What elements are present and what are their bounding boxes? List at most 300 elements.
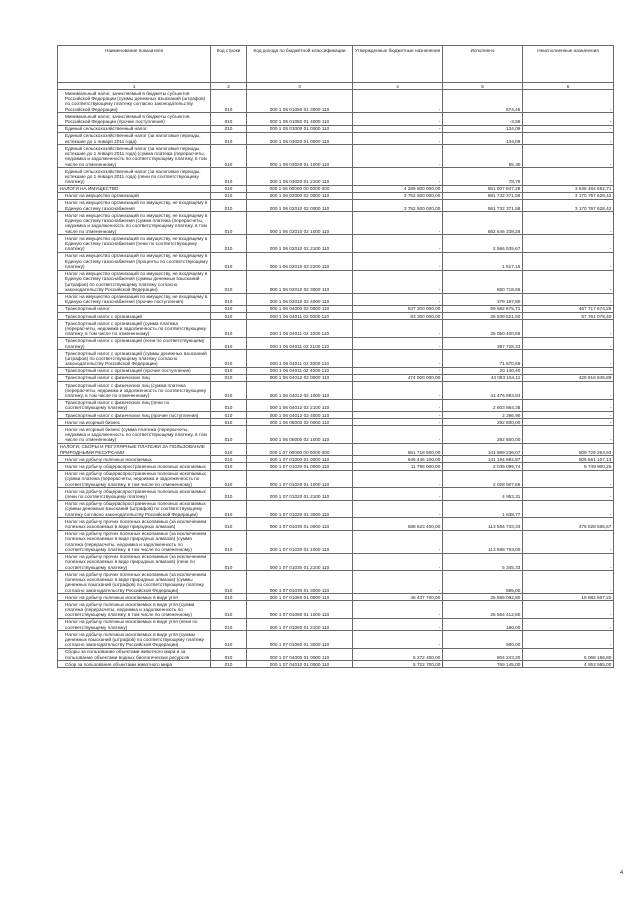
table-row xyxy=(58,601,614,619)
row-name: Транспортный налог xyxy=(58,306,211,313)
row-code: 010 xyxy=(211,426,247,444)
row-left: - xyxy=(523,337,614,349)
row-done: 20 140,40 xyxy=(443,367,523,374)
row-approved: - xyxy=(353,488,443,500)
table-row xyxy=(58,530,614,553)
row-done: 41 476 993,83 xyxy=(443,382,523,400)
row-left: - xyxy=(523,530,614,553)
row-code: 010 xyxy=(211,571,247,594)
row-done: 674,45 xyxy=(443,90,523,113)
row-left: 57 761 078,40 xyxy=(523,313,614,320)
row-approved: 5 272 400,00 xyxy=(353,649,443,661)
row-kbk: 000 1 07 01030 01 1000 110 xyxy=(247,530,353,553)
row-done: 141 184 992,87 xyxy=(443,456,523,463)
row-code: 010 xyxy=(211,500,247,518)
table-row xyxy=(58,470,614,488)
row-name: Транспортный налог с физических лиц xyxy=(58,375,211,382)
row-code: 010 xyxy=(211,235,247,253)
row-approved: - xyxy=(353,293,443,305)
table-row xyxy=(58,320,614,338)
row-code: 010 xyxy=(211,212,247,235)
row-approved: - xyxy=(353,553,443,571)
row-name: НАЛОГИ, СБОРЫ И РЕГУЛЯРНЫЕ ПЛАТЕЖИ ЗА ПОЛЬЗОВАНИЕ ПРИРОДНЫМИ РЕСУРСАМИ xyxy=(58,444,211,456)
row-kbk: 000 1 06 02000 02 0000 110 xyxy=(247,192,353,199)
row-approved: - xyxy=(353,320,443,338)
row-done: 651 007 847,28 xyxy=(443,185,523,192)
table-row xyxy=(58,185,614,192)
row-approved: 5 722 700,00 xyxy=(353,661,443,668)
row-kbk: 000 1 07 01020 01 1000 110 xyxy=(247,470,353,488)
row-left: 429 916 845,89 xyxy=(523,375,614,382)
table-row xyxy=(58,419,614,426)
row-code: 010 xyxy=(211,470,247,488)
row-left: - xyxy=(523,488,614,500)
table-row xyxy=(58,649,614,661)
row-left: - xyxy=(523,212,614,235)
row-kbk: 000 1 05 03020 01 1000 110 xyxy=(247,145,353,168)
row-kbk: 000 1 06 02010 02 2100 110 xyxy=(247,235,353,253)
row-left: - xyxy=(523,367,614,374)
row-approved: - xyxy=(353,350,443,368)
row-approved: 474 000 000,00 xyxy=(353,375,443,382)
row-approved: 45 437 700,00 xyxy=(353,594,443,601)
table-row xyxy=(58,500,614,518)
row-name: Транспортный налог с физических лиц (прочие поступления) xyxy=(58,412,211,419)
row-name: Налог на имущество организаций по имуществу, не входящему в Единую систему газоснабжения (пени по соответствующему платежу) xyxy=(58,235,211,253)
row-code: 010 xyxy=(211,350,247,368)
row-name: Налог на добычу общераспространенных полезных ископаемых (сумма платежа (перерасчеты, недоимка и задолженность по соответствующему платежу, в том числе по отмененному) xyxy=(58,470,211,488)
row-name: Единый сельскохозяйственный налог (за налоговые периоды, истекшие до 1 января 2011 года) (сумма платежа (перерасчеты, недоимка и задолженность по соответствующему платежу, в том числе по отмененному) xyxy=(58,145,211,168)
row-kbk: 000 1 06 02010 02 2200 110 xyxy=(247,253,353,271)
row-left: - xyxy=(523,412,614,419)
row-left: 3 638 484 652,71 xyxy=(523,185,614,192)
table-row xyxy=(58,350,614,368)
row-code: 010 xyxy=(211,145,247,168)
column-header-code: Код строки xyxy=(211,46,247,83)
row-done: 5 345,33 xyxy=(443,553,523,571)
table-row xyxy=(58,399,614,411)
row-kbk: 000 1 06 04012 02 1000 110 xyxy=(247,382,353,400)
row-name: Транспортный налог с организаций (суммы денежных взысканий (штрафов) по соответствующему платежу согласно законодательству Российской Федерации) xyxy=(58,350,211,368)
row-approved: - xyxy=(353,235,443,253)
row-done: 379 197,80 xyxy=(443,293,523,305)
row-left: - xyxy=(523,399,614,411)
table-row xyxy=(58,192,614,199)
table-header xyxy=(58,46,614,90)
row-code: 010 xyxy=(211,618,247,630)
row-approved: - xyxy=(353,113,443,125)
row-name: Налог на добычу полезных ископаемых xyxy=(58,456,211,463)
row-done: 55,30 xyxy=(443,145,523,168)
column-header-left: Неисполненные назначения xyxy=(523,46,614,83)
row-code: 010 xyxy=(211,412,247,419)
row-left: - xyxy=(523,500,614,518)
row-left: - xyxy=(523,320,614,338)
column-number: 3 xyxy=(247,83,353,90)
row-kbk: 000 1 06 04000 02 0000 110 xyxy=(247,306,353,313)
row-done: 78,79 xyxy=(443,168,523,186)
column-number: 4 xyxy=(353,83,443,90)
table-row xyxy=(58,270,614,293)
row-left: 5 068 156,80 xyxy=(523,649,614,661)
row-done: 1 517,15 xyxy=(443,253,523,271)
row-kbk: 000 1 06 05000 02 0000 110 xyxy=(247,419,353,426)
row-kbk: 000 1 06 04012 02 2100 110 xyxy=(247,399,353,411)
table-row xyxy=(58,313,614,320)
row-code: 010 xyxy=(211,313,247,320)
row-kbk: 000 1 07 01060 01 3000 110 xyxy=(247,631,353,649)
row-done: 25 555 092,80 xyxy=(443,594,523,601)
row-approved: - xyxy=(353,132,443,144)
table-row xyxy=(58,382,614,400)
row-done: 2 603 864,38 xyxy=(443,399,523,411)
row-approved: 651 718 500,00 xyxy=(353,444,443,456)
row-code: 010 xyxy=(211,530,247,553)
row-done: 769 145,00 xyxy=(443,661,523,668)
row-kbk: 000 1 06 02010 02 0000 110 xyxy=(247,200,353,212)
row-kbk: 000 1 07 01060 01 2100 110 xyxy=(247,618,353,630)
row-left: - xyxy=(523,253,614,271)
row-approved: - xyxy=(353,500,443,518)
table-row xyxy=(58,132,614,144)
row-code: 010 xyxy=(211,125,247,132)
column-number: 6 xyxy=(523,83,614,90)
row-name: Налог на имущество организаций по имуществу, не входящему в Единую систему газоснабжения (суммы денежных взысканий (штрафов) по соответствующему платежу согласно законодательству Российской Федерации) xyxy=(58,270,211,293)
row-name: Налог на имущество организаций по имуществу, не входящему в Единую систему газоснабжения (прочие поступления) xyxy=(58,293,211,305)
row-done: 113 594 733,33 xyxy=(443,518,523,530)
table-row xyxy=(58,375,614,382)
row-approved: - xyxy=(353,601,443,619)
row-left: 467 717 674,29 xyxy=(523,306,614,313)
row-left: - xyxy=(523,293,614,305)
row-approved: - xyxy=(353,419,443,426)
row-left: - xyxy=(523,382,614,400)
row-kbk: 000 1 07 01030 01 2100 110 xyxy=(247,553,353,571)
row-done: 113 588 793,00 xyxy=(443,530,523,553)
row-done: 650 718,65 xyxy=(443,270,523,293)
row-code: 010 xyxy=(211,367,247,374)
row-left: - xyxy=(523,125,614,132)
row-kbk: 000 1 05 03020 01 2100 110 xyxy=(247,168,353,186)
row-kbk: 000 1 06 02010 02 3000 110 xyxy=(247,270,353,293)
row-approved: 83 300 000,00 xyxy=(353,313,443,320)
row-left: - xyxy=(523,350,614,368)
row-left: 475 028 666,67 xyxy=(523,518,614,530)
row-kbk: 000 1 05 03020 01 0000 110 xyxy=(247,132,353,144)
row-name: Сбор за пользование объектами животного мира xyxy=(58,661,211,668)
row-kbk: 000 1 07 01020 01 3000 110 xyxy=(247,500,353,518)
row-name: Сборы за пользование объектами животного мира и за пользование объектами водных биологических ресурсов xyxy=(58,649,211,661)
row-approved: - xyxy=(353,253,443,271)
row-name: НАЛОГИ НА ИМУЩЕСТВО xyxy=(58,185,211,192)
row-left: - xyxy=(523,419,614,426)
row-done: 595,00 xyxy=(443,571,523,594)
row-code: 010 xyxy=(211,463,247,470)
row-kbk: 000 1 07 04000 01 0000 110 xyxy=(247,649,353,661)
row-approved: - xyxy=(353,399,443,411)
row-code: 010 xyxy=(211,518,247,530)
row-code: 010 xyxy=(211,444,247,456)
row-kbk: 000 1 07 01020 01 0000 110 xyxy=(247,463,353,470)
row-kbk: 000 1 06 05000 02 1000 110 xyxy=(247,426,353,444)
row-done: 2 566 539,67 xyxy=(443,235,523,253)
table-row xyxy=(58,618,614,630)
row-code: 010 xyxy=(211,601,247,619)
row-done: 71 570,69 xyxy=(443,350,523,368)
row-kbk: 000 1 07 01030 01 3000 110 xyxy=(247,571,353,594)
row-approved: 11 785 000,00 xyxy=(353,463,443,470)
row-name: Налог на добычу полезных ископаемых в виде угля (суммы денежных взысканий (штрафов) по соответствующему платежу согласно законодательству Российской Федерации) xyxy=(58,631,211,649)
row-name: Транспортный налог с организаций (сумма платежа (перерасчеты, недоимка и задолженность по соответствующему платежу, в том числе по отмененному) xyxy=(58,320,211,338)
row-code: 010 xyxy=(211,113,247,125)
row-code: 010 xyxy=(211,200,247,212)
table-row xyxy=(58,337,614,349)
table-row xyxy=(58,456,614,463)
row-done: 25 539 521,60 xyxy=(443,313,523,320)
row-kbk: 000 1 06 02010 02 4000 110 xyxy=(247,293,353,305)
row-done: 804 243,20 xyxy=(443,649,523,661)
row-left: - xyxy=(523,618,614,630)
row-name: Транспортный налог с организаций (пени по соответствующему платежу) xyxy=(58,337,211,349)
row-kbk: 000 1 07 01020 01 2100 110 xyxy=(247,488,353,500)
row-left: 509 729 263,93 xyxy=(523,444,614,456)
row-left: - xyxy=(523,631,614,649)
row-name: Минимальный налог, зачисляемый в бюджеты субъектов Российской Федерации (суммы денежных взысканий (штрафов) по соответствующему платежу согласно законодательству Российской Федерации) xyxy=(58,90,211,113)
row-kbk: 000 1 06 04011 02 2100 110 xyxy=(247,337,353,349)
row-code: 010 xyxy=(211,375,247,382)
row-done: 44 083 154,11 xyxy=(443,375,523,382)
table-row xyxy=(58,145,614,168)
row-code: 010 xyxy=(211,90,247,113)
row-name: Транспортный налог с организаций (прочие поступления) xyxy=(58,367,211,374)
column-number: 2 xyxy=(211,83,247,90)
table-row xyxy=(58,426,614,444)
row-approved: - xyxy=(353,168,443,186)
row-kbk: 000 1 06 04011 02 0000 110 xyxy=(247,313,353,320)
row-name: Налог на добычу общераспространенных полезных ископаемых (пени по соответствующему платежу) xyxy=(58,488,211,500)
row-done: 2 035 099,74 xyxy=(443,463,523,470)
row-approved: - xyxy=(353,618,443,630)
row-name: Налог на добычу общераспространенных полезных ископаемых (суммы денежных взысканий (штрафов) по соответствующему платежу согласно законодательству Российской Федерации) xyxy=(58,500,211,518)
row-approved: - xyxy=(353,125,443,132)
column-header-kbk: Код дохода по бюджетной классификации xyxy=(247,46,353,83)
row-approved: - xyxy=(353,426,443,444)
table-row xyxy=(58,518,614,530)
row-kbk: 000 1 05 01050 01 4000 110 xyxy=(247,113,353,125)
row-done: 581 732 371,58 xyxy=(443,200,523,212)
row-code: 010 xyxy=(211,649,247,661)
row-left: - xyxy=(523,426,614,444)
row-left: - xyxy=(523,235,614,253)
row-left: - xyxy=(523,113,614,125)
column-header-approved: Утвержденные бюджетные назначения xyxy=(353,46,443,83)
row-code: 010 xyxy=(211,337,247,349)
row-code: 010 xyxy=(211,168,247,186)
column-header-name: Наименование показателя xyxy=(58,46,211,83)
table-row xyxy=(58,571,614,594)
row-left: - xyxy=(523,553,614,571)
table-row xyxy=(58,90,614,113)
row-code: 010 xyxy=(211,419,247,426)
row-code: 010 xyxy=(211,661,247,668)
row-kbk: 000 1 07 04010 01 0000 110 xyxy=(247,661,353,668)
table-row xyxy=(58,113,614,125)
row-approved: - xyxy=(353,382,443,400)
row-approved: 3 752 500 000,00 xyxy=(353,192,443,199)
row-left: - xyxy=(523,470,614,488)
row-name: Налог на имущество организаций xyxy=(58,192,211,199)
table-row xyxy=(58,631,614,649)
row-name: Налог на игорный бизнес xyxy=(58,419,211,426)
row-approved: - xyxy=(353,470,443,488)
table-row xyxy=(58,553,614,571)
row-code: 010 xyxy=(211,293,247,305)
row-kbk: 000 1 05 03000 01 0000 110 xyxy=(247,125,353,132)
row-approved: - xyxy=(353,145,443,168)
table-row xyxy=(58,412,614,419)
table-row xyxy=(58,293,614,305)
row-kbk: 000 1 05 01050 01 3000 110 xyxy=(247,90,353,113)
row-code: 010 xyxy=(211,399,247,411)
row-done: -3,59 xyxy=(443,113,523,125)
row-done: 292 800,00 xyxy=(443,426,523,444)
table-row xyxy=(58,488,614,500)
row-code: 010 xyxy=(211,270,247,293)
row-name: Налог на добычу общераспространенных полезных ископаемых xyxy=(58,463,211,470)
row-left: - xyxy=(523,168,614,186)
table-body xyxy=(58,90,614,668)
row-approved: 3 752 500 000,00 xyxy=(353,200,443,212)
table-row xyxy=(58,594,614,601)
row-left: - xyxy=(523,270,614,293)
row-code: 010 xyxy=(211,553,247,571)
table-row xyxy=(58,125,614,132)
row-done: 141 989 236,07 xyxy=(443,444,523,456)
table-row xyxy=(58,235,614,253)
row-name: Налог на имущество организаций по имуществу, не входящему в Единую систему газоснабжения xyxy=(58,200,211,212)
table-row xyxy=(58,463,614,470)
column-number: 1 xyxy=(58,83,211,90)
row-done: 134,09 xyxy=(443,125,523,132)
row-name: Налог на добычу полезных ископаемых в виде угля (сумма платежа (перерасчеты, недоимка и задолженность по соответствующему платежу, в том числе по отмененному) xyxy=(58,601,211,619)
row-code: 010 xyxy=(211,185,247,192)
row-name: Налог на добычу прочих полезных ископаемых (за исключением полезных ископаемых в виде природных алмазов) xyxy=(58,518,211,530)
table-row xyxy=(58,253,614,271)
row-done: 134,09 xyxy=(443,132,523,144)
row-done: 397 728,33 xyxy=(443,337,523,349)
row-code: 010 xyxy=(211,594,247,601)
row-done: 292 800,00 xyxy=(443,419,523,426)
table-row xyxy=(58,212,614,235)
row-kbk: 000 1 07 00000 00 0000 000 xyxy=(247,444,353,456)
column-header-done: Исполнено xyxy=(443,46,523,83)
row-done: 25 050 400,55 xyxy=(443,320,523,338)
row-name: Транспортный налог с физических лиц (сумма платежа (перерасчеты, недоимка и задолженность по соответствующему платежу, в том числе по отмененному) xyxy=(58,382,211,400)
row-approved: 4 289 800 000,00 xyxy=(353,185,443,192)
row-left: 505 661 107,13 xyxy=(523,456,614,463)
row-name: Налог на добычу прочих полезных ископаемых (за исключением полезных ископаемых в виде природных алмазов) (суммы денежных взысканий (штрафов) по соответствующему платежу согласно законодательству Российской Федерации) xyxy=(58,571,211,594)
row-approved: - xyxy=(353,631,443,649)
row-approved: - xyxy=(353,270,443,293)
row-name: Налог на добычу полезных ископаемых в виде угля xyxy=(58,594,211,601)
row-kbk: 000 1 07 01060 01 1000 110 xyxy=(247,601,353,619)
row-left: - xyxy=(523,145,614,168)
row-kbk: 000 1 06 04011 02 1000 110 xyxy=(247,320,353,338)
row-done: 25 554 412,80 xyxy=(443,601,523,619)
table-row xyxy=(58,444,614,456)
row-code: 010 xyxy=(211,488,247,500)
row-left: - xyxy=(523,601,614,619)
row-left: - xyxy=(523,571,614,594)
row-kbk: 000 1 06 00000 00 0000 000 xyxy=(247,185,353,192)
row-code: 010 xyxy=(211,320,247,338)
column-number: 5 xyxy=(443,83,523,90)
row-name: Налог на добычу прочих полезных ископаемых (за исключением полезных ископаемых в виде природных алмазов) (сумма платежа (перерасчеты, недоимка и задолженность по соответствующему платежу, в том числе по отмененному) xyxy=(58,530,211,553)
row-name: Транспортный налог с организаций xyxy=(58,313,211,320)
row-kbk: 000 1 06 04012 02 0000 110 xyxy=(247,375,353,382)
row-kbk: 000 1 07 01030 01 0000 110 xyxy=(247,518,353,530)
row-approved: - xyxy=(353,571,443,594)
table-row xyxy=(58,200,614,212)
row-kbk: 000 1 06 04012 02 4000 110 xyxy=(247,412,353,419)
table-row xyxy=(58,367,614,374)
row-name: Транспортный налог с физических лиц (пени по соответствующему платежу) xyxy=(58,399,211,411)
row-code: 010 xyxy=(211,631,247,649)
row-approved: - xyxy=(353,212,443,235)
row-approved: - xyxy=(353,367,443,374)
row-done: 4 953,31 xyxy=(443,488,523,500)
row-name: Налог на имущество организаций по имуществу, не входящему в Единую систему газоснабжения (проценты по соответствующему платежу) xyxy=(58,253,211,271)
row-code: 010 xyxy=(211,253,247,271)
row-kbk: 000 1 07 01000 01 0000 110 xyxy=(247,456,353,463)
row-done: 2 296,90 xyxy=(443,412,523,419)
income-report-table xyxy=(57,45,614,668)
column-number-row xyxy=(58,83,614,90)
row-code: 010 xyxy=(211,382,247,400)
row-approved: 646 446 100,00 xyxy=(353,456,443,463)
row-name: Минимальный налог, зачисляемый в бюджеты субъектов Российской Федерации (прочие поступления) xyxy=(58,113,211,125)
table-row xyxy=(58,168,614,186)
row-approved: 537 300 000,00 xyxy=(353,306,443,313)
table-row xyxy=(58,306,614,313)
row-done: 69 682 675,71 xyxy=(443,306,523,313)
row-done: 500,00 xyxy=(443,631,523,649)
row-done: 581 732 371,58 xyxy=(443,192,523,199)
row-name: Налог на имущество организаций по имуществу, не входящему в Единую систему газоснабжения (сумма платежа (перерасчеты, недоимка и задолженность по соответствующему платежу, в том числе по отмененному) xyxy=(58,212,211,235)
row-name: Единый сельскохозяйственный налог (за налоговые периоды, истекшие до 1 января 2011 года) (пени по соответствующему платежу) xyxy=(58,168,211,186)
row-kbk: 000 1 07 01060 01 0000 110 xyxy=(247,594,353,601)
row-approved: - xyxy=(353,412,443,419)
row-kbk: 000 1 06 02010 02 1000 110 xyxy=(247,212,353,235)
row-approved: - xyxy=(353,337,443,349)
row-name: Единый сельскохозяйственный налог xyxy=(58,125,211,132)
row-left: 9 749 900,26 xyxy=(523,463,614,470)
row-left: 3 170 767 628,42 xyxy=(523,192,614,199)
row-done: 180,00 xyxy=(443,618,523,630)
row-code: 010 xyxy=(211,456,247,463)
row-name: Налог на игорный бизнес (сумма платежа (перерасчеты, недоимка и задолженность по соответствующему платежу, в том числе по отмененному) xyxy=(58,426,211,444)
row-code: 010 xyxy=(211,306,247,313)
row-name: Единый сельскохозяйственный налог (за налоговые периоды, истекшие до 1 января 2011 года) xyxy=(58,132,211,144)
row-left: - xyxy=(523,90,614,113)
row-left: 3 170 767 628,42 xyxy=(523,200,614,212)
row-left: 19 882 507,20 xyxy=(523,594,614,601)
row-name: Налог на добычу прочих полезных ископаемых (за исключением полезных ископаемых в виде природных алмазов) (пени по соответствующему платежу) xyxy=(58,553,211,571)
row-approved: - xyxy=(353,90,443,113)
page-number: 4 xyxy=(620,870,624,876)
row-kbk: 000 1 06 04011 02 3000 110 xyxy=(247,350,353,368)
row-code: 010 xyxy=(211,192,247,199)
